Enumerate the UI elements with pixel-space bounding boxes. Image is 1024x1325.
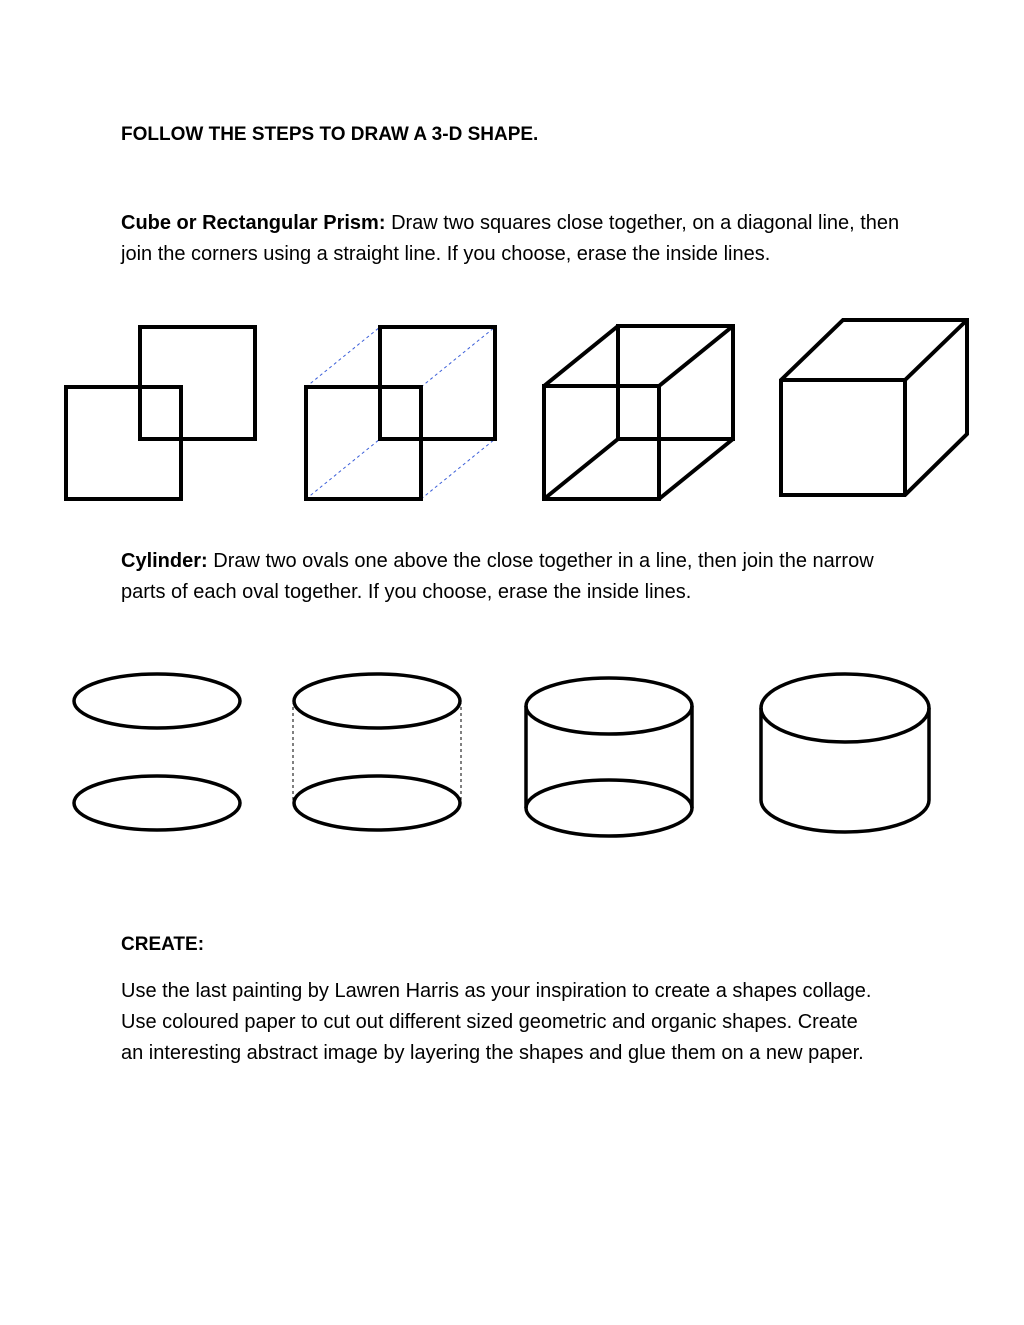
cylinder-step-3-drawing <box>522 675 697 845</box>
cylinder-heading: Cylinder: <box>121 550 208 572</box>
cube-step-1-drawing <box>60 320 265 505</box>
cube-heading: Cube or Rectangular Prism: <box>121 212 386 234</box>
cylinder-body-outline <box>761 708 929 832</box>
create-instructions: Use the last painting by Lawren Harris as your inspiration to create a shapes collage. Use coloured paper to cut out different sized geometric and organic shapes. Create an interesting abstract image by layering the shapes and glue them on a new paper. <box>121 980 872 1064</box>
cube-step-2-drawing <box>300 320 505 505</box>
cube-front-square <box>544 386 659 499</box>
cylinder-top-oval <box>526 678 692 734</box>
cube-back-square <box>140 327 255 439</box>
cube-step-4-drawing <box>775 314 975 504</box>
cylinder-text: Draw two ovals one above the close together in a line, then join the narrow parts of each oval together. If you choose, erase the inside lines. <box>121 550 874 603</box>
cube-front-square <box>66 387 181 499</box>
cylinder-step-1-drawing <box>70 670 245 835</box>
cube-step-3-drawing <box>538 320 743 505</box>
guide-line <box>306 439 380 499</box>
cylinder-top-oval <box>294 674 460 728</box>
cylinder-step-2-drawing <box>290 670 465 835</box>
cylinder-top-oval <box>761 674 929 742</box>
cube-text: Draw two squares close together, on a diagonal line, then join the corners using a straight line. If you choose, erase the inside lines. <box>121 212 900 265</box>
guide-line <box>306 327 380 387</box>
page-title: FOLLOW THE STEPS TO DRAW A 3-D SHAPE. <box>121 124 539 145</box>
edge-line <box>544 439 618 499</box>
edge-line <box>659 326 733 386</box>
cylinder-top-oval <box>74 674 240 728</box>
cube-back-square <box>618 326 733 439</box>
cylinder-instructions <box>121 546 921 608</box>
edge-line <box>659 439 733 499</box>
guide-line <box>421 327 495 387</box>
cylinder-bottom-oval <box>74 776 240 830</box>
cylinder-step-4-drawing <box>757 670 935 840</box>
cube-front-square <box>306 387 421 499</box>
cylinder-bottom-oval <box>294 776 460 830</box>
create-heading: CREATE: <box>121 934 205 955</box>
cylinder-bottom-oval <box>526 780 692 836</box>
cube-outline <box>781 320 967 495</box>
cube-instructions <box>121 208 921 270</box>
guide-line <box>421 439 495 499</box>
edge-line <box>544 326 618 386</box>
cube-back-square <box>380 327 495 439</box>
